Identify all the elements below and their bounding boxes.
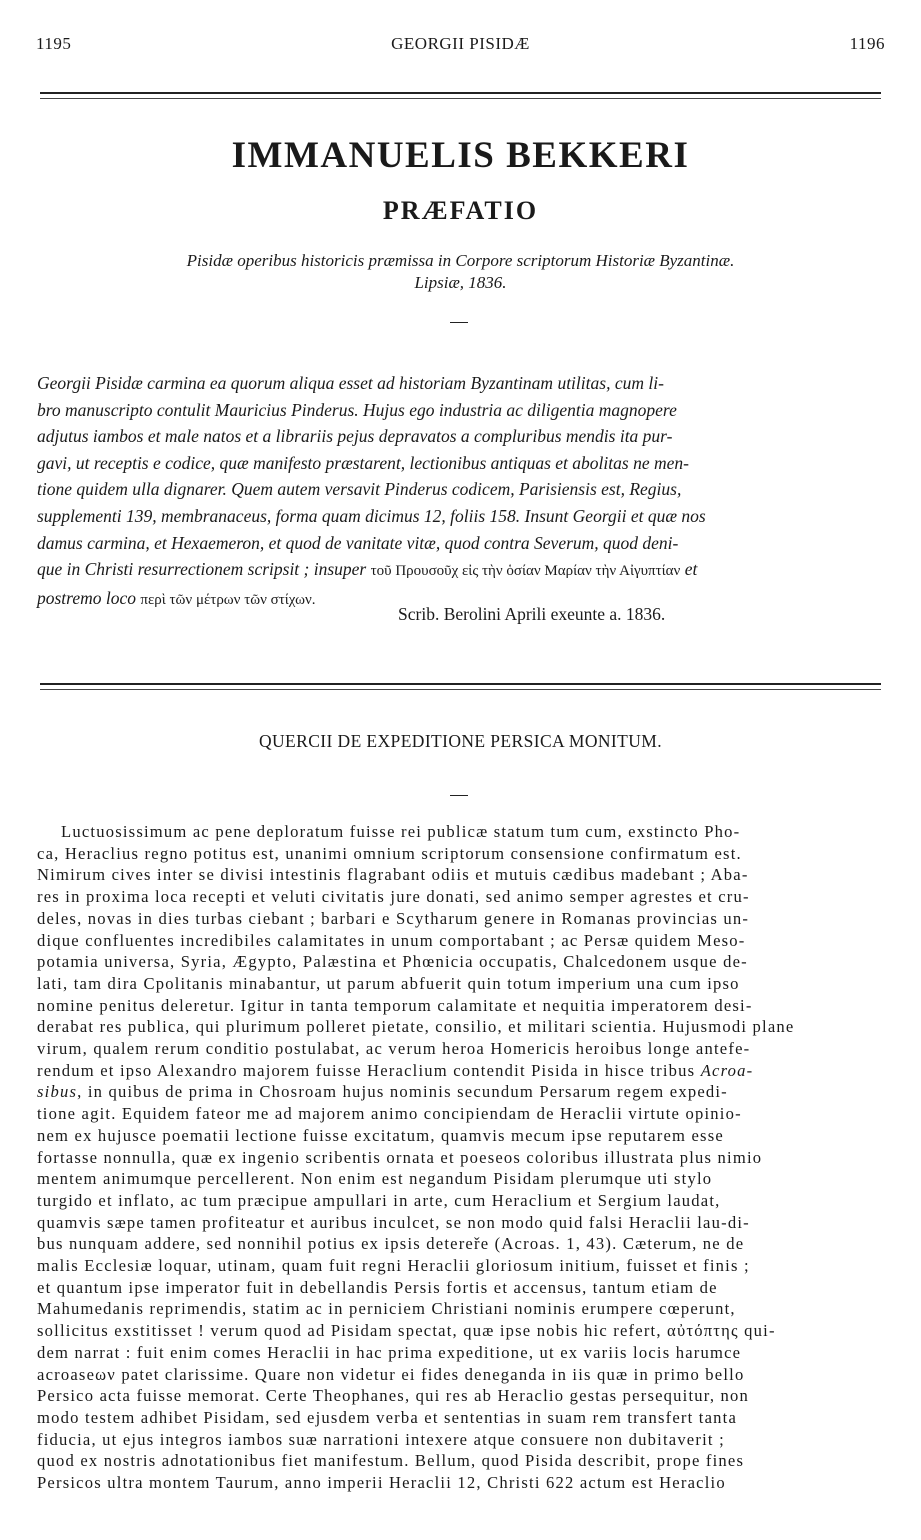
preface-line: gavi, ut receptis e codice, quæ manifesto præstarent, lectionibus antiquas et abolitas ne men- (37, 452, 689, 473)
body-line: Persicos ultra montem Taurum, anno imperii Heraclii 12, Christi 622 actum est Heraclio (37, 1473, 726, 1493)
body-line: et quantum ipse imperator fuit in debellandis Persis fortis et accensus, tantum etiam de (37, 1277, 718, 1297)
body-line: nem ex hujusce poematii lectione fuisse excitatum, quamvis mecum ipse reputarem esse (37, 1125, 724, 1145)
preface-latin-text: postremo loco (37, 587, 136, 608)
body-line: modo testem adhibet Pisidam, sed ejusdem verba et sententias in suam rem transfert tanta (37, 1407, 738, 1427)
body-line: Mahumedanis reprimendis, statim ac in perniciem Christiani nominis erumpere cœperunt, (37, 1299, 736, 1319)
body-line-12 (37, 1060, 889, 1082)
body-text (37, 821, 889, 1494)
body-line: virum, qualem rerum conditio postulabat, ac verum heroa Homericis heroibus longe antefe- (37, 1039, 751, 1059)
separator-dash (450, 795, 468, 796)
preface-line: supplementi 139, membranaceus, forma quam dicimus 12, foliis 158. Insunt Georgii et quæ nos (37, 505, 706, 526)
body-line: bus nunquam addere, sed nonnihil potius ex ipsis detereře (Acroas. 1, 43). Cæterum, ne de (37, 1234, 745, 1254)
body-line: turgido et inflato, ac tum præcipue ampullari in arte, cum Heraclium et Sergium laudat, (37, 1190, 721, 1210)
preface-line: bro manuscripto contulit Mauricius Pinderus. Hujus ego industria ac diligentia magnopere (37, 399, 677, 420)
body-line: tione agit. Equidem fateor me ad majorem animo concipiendam de Heraclii virtute opinio- (37, 1104, 742, 1124)
greek-title-text: περὶ τῶν μέτρων τῶν στίχων. (140, 591, 316, 608)
body-line-13 (37, 1081, 889, 1103)
body-line: Persico acta fuisse memorat. Certe Theophanes, qui res ab Heraclio gestas persequitur, non (37, 1386, 750, 1406)
body-line: quod ex nostris adnotationibus fiet manifestum. Bellum, quod Pisida describit, prope fines (37, 1451, 745, 1471)
body-italic-segment: sibus (37, 1082, 78, 1102)
body-line: Nimirum cives inter se divisi intestinis flagrabant odiis et mutuis cædibus madebant ; Aba- (37, 865, 749, 885)
greek-title-text: τοῦ Πρoυσoῦχ εἰς τὴν ὁσίαν Μαρίαν τὴν Αἰγυπτίαν (370, 563, 681, 580)
body-line: lati, tam dira Cpolitanis minabantur, ut parum abfuerit quin totum imperium una cum ipso (37, 973, 740, 993)
middle-double-rule (40, 683, 881, 690)
preface-line: tione quidem ulla dignarer. Quem autem versavit Pinderus codicem, Parisiensis est, Regius, (37, 479, 682, 500)
source-note-line-2: Lipsiæ, 1836. (414, 273, 507, 292)
preface-line: Georgii Pisidæ carmina ea quorum aliqua esset ad historiam Byzantinam utilitas, cum li- (37, 373, 664, 393)
body-line: Luctuosissimum ac pene deploratum fuisse rei publicæ statum tum cum, exstincto Pho- (61, 822, 741, 841)
running-head (36, 34, 885, 58)
preface-latin-text: et (684, 559, 698, 580)
preface-line: damus carmina, et Hexaemeron, et quod de vanitate vitæ, quod contra Severum, quod deni- (37, 532, 679, 553)
body-line: nomine penitus deleretur. Igitur in tanta temporum calamitate et nequitia imperatorem desi- (37, 995, 753, 1015)
preface-line: adjutus iambos et male natos et a librariis pejus depravatos a compluribus mendis ita pur- (37, 426, 673, 447)
right-page-number: 1196 (849, 34, 885, 53)
preface-latin-text: que in Christi resurrectionem scripsit ; insuper (37, 559, 367, 580)
preface-text (37, 370, 889, 613)
page-subtitle: PRÆFATIO (382, 196, 539, 225)
preface-signature: Scrib. Berolini Aprili exeunte a. 1836. (398, 604, 666, 624)
source-note (60, 250, 861, 294)
body-line: fiducia, ut ejus integros iambos suæ narrationi intexere atque consuere non dubitaverit ; (37, 1429, 725, 1449)
top-double-rule (40, 92, 881, 99)
body-line: sollicitus exstitisset ! verum quod ad Pisidam spectat, quæ ipse nobis hic refert, αὐτόπτης qui- (37, 1321, 776, 1341)
left-page-number: 1195 (36, 34, 72, 53)
body-line: potamia universa, Syria, Ægypto, Palæstina et Phœnicia occupatis, Chalcedonem usque de- (37, 952, 748, 972)
preface-line-8 (37, 556, 889, 585)
body-line: res in proxima loca recepti et veluti civitatis jure donati, sed animo semper agrestes et cru- (37, 887, 750, 907)
body-line: dique confluentes incredibiles calamitates in unum comportabant ; ac Persæ quidem Meso- (37, 930, 746, 950)
separator-dash (450, 322, 468, 323)
body-line: deles, novas in dies turbas ciebant ; barbari e Scytharum genere in Romanas provincias un- (37, 908, 750, 928)
body-line: quamvis sæpe tamen profiteatur et auribus inculcet, se non modo quid falsi Heraclii lau-di- (37, 1212, 750, 1232)
body-line: malis Ecclesiæ loquar, utinam, quam fuit regni Heraclii gloriosum initium, fuisset et finis ; (37, 1256, 750, 1276)
body-text-segment: , in quibus de prima in Chosroam hujus nominis secundum Persarum regem expedi- (77, 1082, 728, 1102)
body-line: ca, Heraclius regno potitus est, unanimi omnium scriptorum consensione confirmatum est. (37, 843, 742, 863)
body-line: dem narrat : fuit enim comes Heraclii in hac prima expeditione, ut ex variis locis harumce (37, 1342, 742, 1362)
body-line: derabat res publica, qui plurimum polleret pietate, consilio, et militari scientia. Hujusmodi plane (37, 1017, 795, 1037)
body-line: acroaseων patet clarissime. Quare non videtur ei fides deneganda in iis quæ in primo bello (37, 1364, 745, 1384)
body-line: mentem animumque percellerent. Non enim est negandum Pisidam plerumque uti stylo (37, 1169, 713, 1189)
source-note-line-1: Pisidæ operibus historicis præmissa in Corpore scriptorum Historiæ Byzantinæ. (186, 251, 735, 270)
body-italic-segment: Acroa- (700, 1060, 754, 1080)
body-line: fortasse nonnulla, quæ ex ingenio scribentis ornata et poeseos coloribus illustrata plus nimio (37, 1147, 763, 1167)
section-title: QUERCII DE EXPEDITIONE PERSICA MONITUM. (258, 731, 663, 751)
body-text-segment: rendum et ipso Alexandro majorem fuisse Heraclium contendit Pisida in hisce tribus (37, 1060, 696, 1080)
running-title: GEORGII PISIDÆ (391, 34, 530, 53)
page-title: IMMANUELIS BEKKERI (231, 135, 690, 176)
